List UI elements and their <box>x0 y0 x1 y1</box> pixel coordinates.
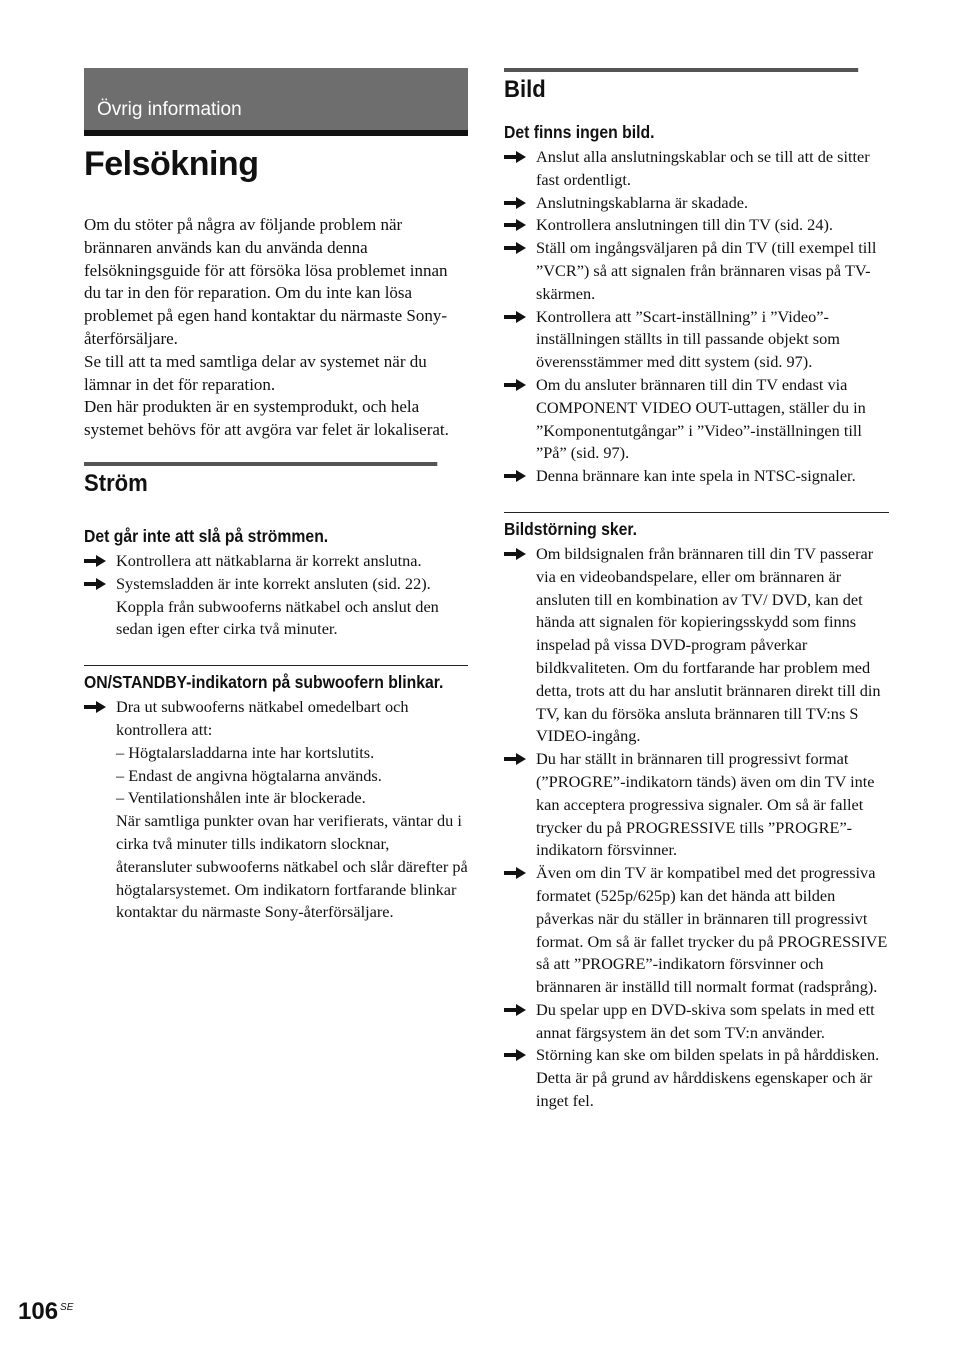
problem-no-picture <box>504 120 889 488</box>
problem-no-power <box>84 524 468 641</box>
solution-item: Kontrollera att nätkablarna är korrekt anslutna. <box>84 550 468 573</box>
solution-item: Om du ansluter brännaren till din TV endast via COMPONENT VIDEO OUT-uttagen, ställer du in ”Komponentutgångar” i ”Video”-inställningen till ”På” (sid. 97). <box>504 374 889 465</box>
problem-picture-noise <box>504 512 889 1113</box>
page-number: 106 $^{SE}$ <box>18 1298 74 1325</box>
check-item: – Ventilationshålen inte är blockerade. <box>116 788 366 808</box>
arrow-right-icon <box>504 311 526 323</box>
arrow-right-icon <box>504 242 526 254</box>
arrow-right-icon <box>504 470 526 482</box>
arrow-right-icon <box>504 379 526 391</box>
solution-item: Systemsladden är inte korrekt ansluten (sid. 22). Koppla från subwooferns nätkabel och anslut den sedan igen efter cirka två minuter. <box>84 573 468 641</box>
problem-title: ON/STANDBY-indikatorn på subwoofern blinkar. <box>84 672 444 693</box>
solution-list <box>504 146 889 488</box>
intro-text <box>84 214 468 442</box>
solution-list <box>84 696 468 924</box>
solution-item: Kontrollera anslutningen till din TV (sid. 24). <box>504 214 889 237</box>
arrow-right-icon <box>84 555 106 567</box>
section-label: Övrig information <box>97 99 242 120</box>
intro-paragraph: Se till att ta med samtliga delar av systemet när du lämnar in det för reparation. <box>84 351 427 394</box>
solution-list <box>84 550 468 641</box>
arrow-right-icon <box>504 197 526 209</box>
solution-item: Dra ut subwooferns nätkabel omedelbart och kontrollera att: – Högtalarsladdarna inte har kortslutits. – Endast de angivna högtalarna används. – Ventilationshålen inte är blockerade. När samtliga punkter ovan har verifierats, väntar du i cirka två minuter tills indikatorn slocknar, återansluter subwooferns nätkabel och slår därefter på högtalarsystemet. Om indikatorn fortfarande blinkar kontaktar du närmaste Sony-återförsäljare. <box>84 696 468 924</box>
solution-item: Denna brännare kan inte spela in NTSC-signaler. <box>504 465 889 488</box>
check-item: – Högtalarsladdarna inte har kortslutits. <box>116 742 375 762</box>
arrow-right-icon <box>504 548 526 560</box>
left-column <box>84 68 468 924</box>
heading-bild: Bild <box>504 68 858 106</box>
problem-title: Det går inte att slå på strömmen. <box>84 525 329 546</box>
heading-strom: Ström <box>84 462 437 500</box>
page-title: Felsökning <box>84 145 259 183</box>
intro-paragraph: Den här produkten är en systemprodukt, och hela systemet behövs för att avgöra var felet är lokaliserat. <box>84 397 449 440</box>
followup-text: När samtliga punkter ovan har verifierats, väntar du i cirka två minuter tills indikatorn slocknar, återansluter subwooferns nätkabel och slår därefter på högtalarsystemet. Om indikatorn fortfarande blinkar kontaktar du närmaste Sony-återförsäljare. <box>116 811 468 922</box>
problem-standby-blinking <box>84 665 468 924</box>
solution-item: Störning kan ske om bilden spelats in på hårddisken. Detta är på grund av hårddiskens egenskaper och är inget fel. <box>504 1044 889 1112</box>
problem-title: Det finns ingen bild. <box>504 122 655 142</box>
solution-item: Anslutningskablarna är skadade. <box>504 192 889 215</box>
solution-item: Även om din TV är kompatibel med det progressiva formatet (525p/625p) kan det hända att bilden påverkas när du ställer in brännaren till progressivt format. Om så är fallet trycker du på PROGRESSIVE så att ”PROGRE”-indikatorn försvinner och brännaren är inställd till normalt format (radsprång). <box>504 862 889 999</box>
solution-item: Anslut alla anslutningskablar och se till att de sitter fast ordentligt. <box>504 146 889 192</box>
solution-item: Ställ om ingångsväljaren på din TV (till exempel till ”VCR”) så att signalen från brännaren visas på TV-skärmen. <box>504 237 889 305</box>
arrow-right-icon <box>84 578 106 590</box>
arrow-right-icon <box>504 1004 526 1016</box>
intro-paragraph: Om du stöter på några av följande problem när brännaren används kan du använda denna felsökningsguide för att försöka lösa problemet innan du tar in den för reparation. Om du inte kan lösa problemet på egen hand kontaktar du närmaste Sony-återförsäljare. <box>84 215 448 348</box>
section-banner <box>84 68 468 136</box>
arrow-right-icon <box>504 1049 526 1061</box>
right-column <box>504 68 889 1113</box>
solution-item: Du spelar upp en DVD-skiva som spelats in med ett annat färgsystem än det som TV:n använder. <box>504 999 889 1045</box>
solution-list <box>504 543 889 1113</box>
solution-item: Om bildsignalen från brännaren till din TV passerar via en videobandspelare, eller om brännaren är ansluten till en kombination av TV/ DVD, kan det hända att signalen för kopieringsskydd som finns inspelad på vissa DVD-program påverkar bildkvaliteten. Om du fortfarande har problem med detta, trots att du har anslutit brännaren direkt till din TV, kan du försöka ansluta brännaren till TV:ns S VIDEO-ingång. <box>504 543 889 748</box>
solution-item: Kontrollera att ”Scart-inställning” i ”Video”-inställningen ställts in till passande objekt som överensstämmer med ditt system (sid. 97). <box>504 306 889 374</box>
page-suffix: SE <box>60 1302 74 1313</box>
check-item: – Endast de angivna högtalarna används. <box>116 765 382 785</box>
solution-item: Du har ställt in brännaren till progressivt format (”PROGRE”-indikatorn tänds) även om din TV inte kan acceptera progressiva signaler. Om så är fallet trycker du på PROGRESSIVE tills ”PROGRE”-indikatorn försvinner. <box>504 748 889 862</box>
arrow-right-icon <box>504 753 526 765</box>
arrow-right-icon <box>84 701 106 713</box>
arrow-right-icon <box>504 219 526 231</box>
problem-title: Bildstörning sker. <box>504 518 638 539</box>
arrow-right-icon <box>504 151 526 163</box>
arrow-right-icon <box>504 867 526 879</box>
